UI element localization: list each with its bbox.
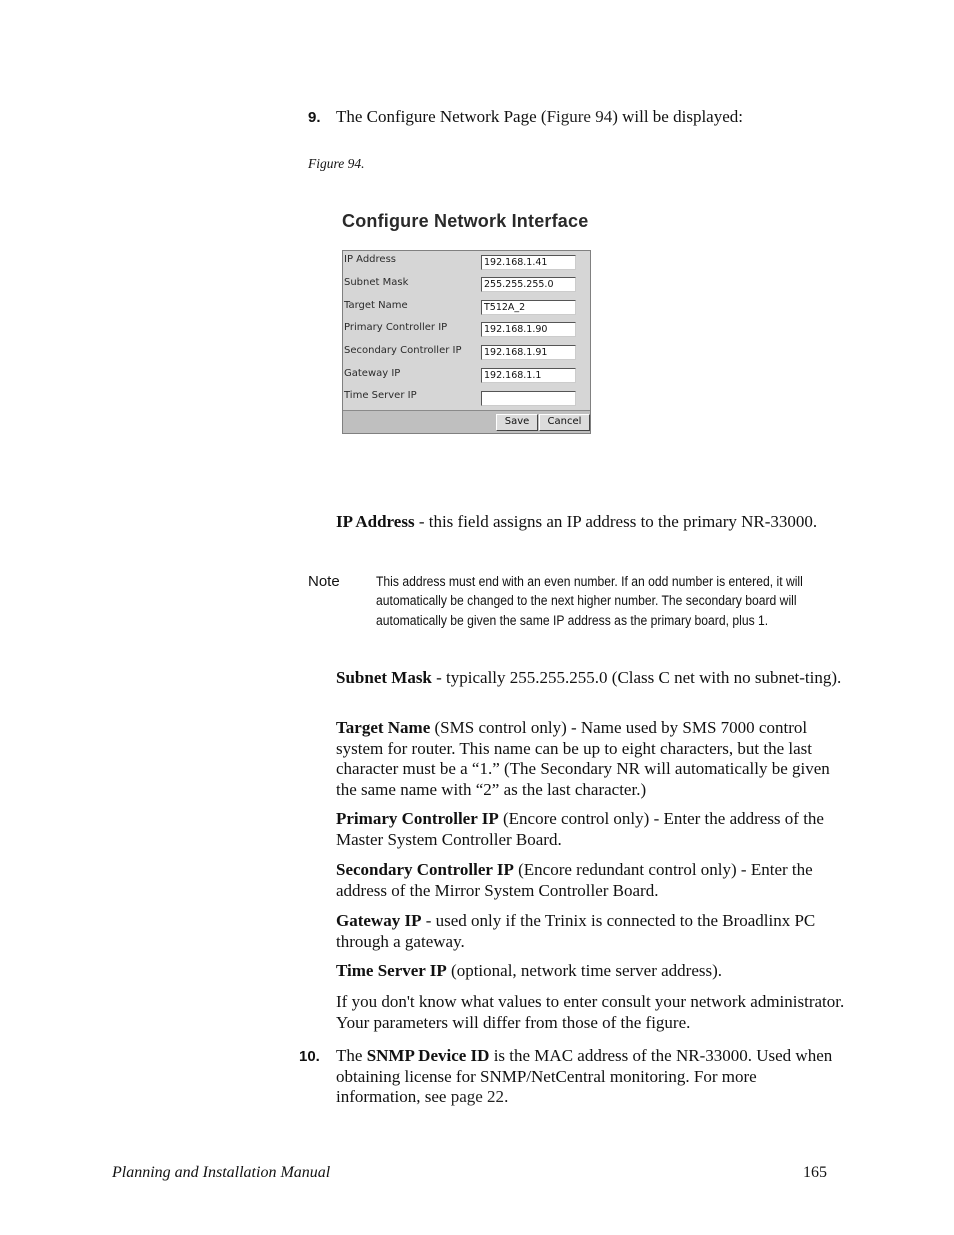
page-22-link[interactable]: page 22 bbox=[450, 1087, 505, 1106]
primary-controller-ip-row bbox=[344, 322, 447, 338]
snmp-device-id-term: SNMP Device ID bbox=[366, 1046, 490, 1065]
note-text: This address must end with an even number. If an odd number is entered, it will automatically be changed to the next higher number. The secondary board will automatically be given the same IP address as the primary board, plus 1. bbox=[376, 574, 803, 628]
time-server-ip-input[interactable] bbox=[481, 391, 576, 406]
gateway-ip-description bbox=[336, 911, 846, 952]
gateway-ip-row bbox=[344, 368, 400, 384]
step-10-text-before: The bbox=[336, 1046, 367, 1065]
step-10-number: 10. bbox=[299, 1048, 320, 1065]
step-10-text-after: . bbox=[504, 1087, 509, 1106]
ip-address-row bbox=[344, 254, 396, 270]
gateway-ip-desc-text: - used only if the Trinix is connected to the Broadlinx PC through a gateway. bbox=[336, 911, 816, 951]
step-9-text bbox=[336, 107, 743, 128]
target-name-desc-text: (SMS control only) - Name used by SMS 7000 control system for router. This name can be up to eight characters, but the last character must be a “1.” (The Secondary NR will automatically be given the same name with “2” as the last character.) bbox=[336, 718, 830, 799]
subnet-mask-desc-text: - typically 255.255.255.0 (Class C net with no subnet-ting). bbox=[431, 668, 842, 687]
primary-controller-ip-input[interactable]: 192.168.1.90 bbox=[481, 322, 576, 337]
ip-address-term: IP Address bbox=[336, 512, 415, 531]
target-name-description bbox=[336, 718, 846, 800]
step-9-text-after: ) will be displayed: bbox=[612, 107, 743, 126]
ip-address-label: IP Address bbox=[344, 254, 396, 265]
ip-address-input[interactable]: 192.168.1.41 bbox=[481, 255, 576, 270]
figure-94-link[interactable]: Figure 94 bbox=[546, 107, 613, 126]
secondary-controller-term: Secondary Controller IP bbox=[336, 860, 514, 879]
time-server-term: Time Server IP bbox=[336, 961, 447, 980]
step-9-text-before: The Configure Network Page ( bbox=[336, 107, 547, 126]
gateway-ip-label: Gateway IP bbox=[344, 368, 401, 379]
primary-controller-term: Primary Controller IP bbox=[336, 809, 499, 828]
gateway-ip-term: Gateway IP bbox=[336, 911, 422, 930]
step-10-text bbox=[336, 1046, 841, 1108]
step-10-text-mid: is the MAC address of the NR-33000. Used when obtaining license for SNMP/NetCentral monitoring. For more information, see bbox=[336, 1046, 833, 1106]
save-button[interactable]: Save bbox=[496, 414, 538, 431]
secondary-controller-ip-input[interactable]: 192.168.1.91 bbox=[481, 345, 576, 360]
target-name-input[interactable]: T512A_2 bbox=[481, 300, 576, 315]
gateway-ip-input[interactable]: 192.168.1.1 bbox=[481, 368, 576, 383]
secondary-controller-ip-label: Secondary Controller IP bbox=[344, 345, 462, 356]
secondary-controller-desc-text: (Encore redundant control only) - Enter the address of the Mirror System Controller Board. bbox=[336, 860, 813, 900]
subnet-mask-term: Subnet Mask bbox=[336, 668, 432, 687]
time-server-ip-row bbox=[344, 390, 417, 406]
primary-controller-description bbox=[336, 809, 846, 850]
target-name-label: Target Name bbox=[344, 300, 408, 311]
subnet-mask-label: Subnet Mask bbox=[344, 277, 409, 288]
target-name-row bbox=[344, 300, 408, 316]
ip-address-desc-text: - this field assigns an IP address to the primary NR-33000. bbox=[414, 512, 818, 531]
network-form bbox=[342, 250, 591, 434]
subnet-mask-description bbox=[336, 668, 846, 689]
time-server-description bbox=[336, 961, 846, 982]
form-button-bar bbox=[343, 410, 590, 433]
time-server-ip-label: Time Server IP bbox=[344, 390, 417, 401]
time-server-desc-text: (optional, network time server address). bbox=[446, 961, 723, 980]
subnet-mask-row bbox=[344, 277, 408, 293]
target-name-term: Target Name bbox=[336, 718, 431, 737]
note-label: Note bbox=[308, 573, 340, 590]
primary-controller-ip-label: Primary Controller IP bbox=[344, 322, 448, 333]
subnet-mask-input[interactable]: 255.255.255.0 bbox=[481, 277, 576, 292]
figure-title: Configure Network Interface bbox=[342, 211, 589, 231]
step-9-number: 9. bbox=[308, 109, 321, 126]
secondary-controller-ip-row bbox=[344, 345, 462, 361]
advice-paragraph: If you don't know what values to enter consult your network administrator. Your parameters will differ from those of the figure. bbox=[336, 992, 845, 1032]
footer-page-number: 165 bbox=[803, 1164, 827, 1181]
figure-caption: Figure 94. bbox=[308, 156, 365, 171]
footer-manual-title: Planning and Installation Manual bbox=[112, 1164, 331, 1181]
primary-controller-desc-text: (Encore control only) - Enter the address of the Master System Controller Board. bbox=[336, 809, 824, 849]
ip-address-description bbox=[336, 512, 826, 533]
secondary-controller-description bbox=[336, 860, 846, 901]
cancel-button[interactable]: Cancel bbox=[539, 414, 590, 431]
